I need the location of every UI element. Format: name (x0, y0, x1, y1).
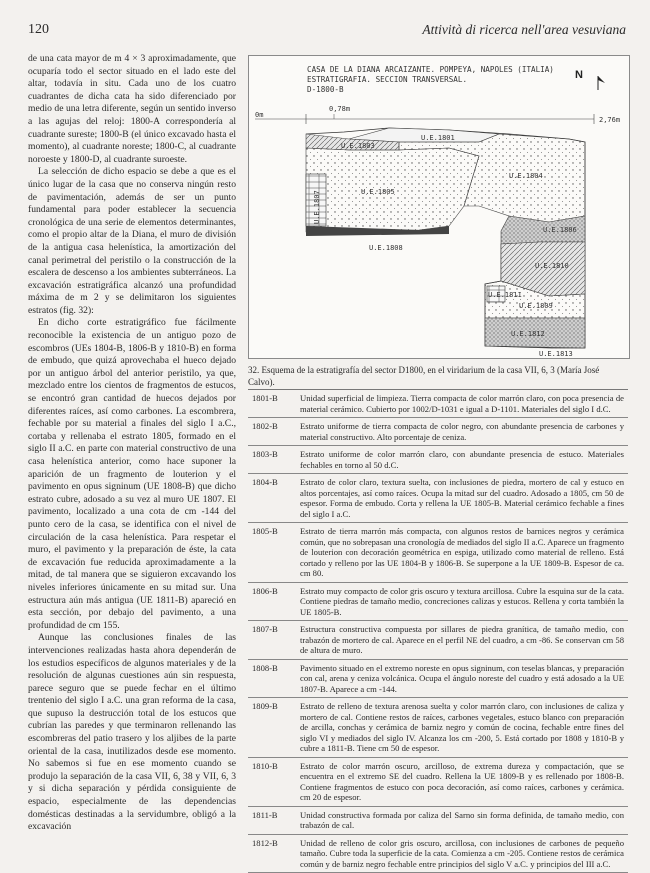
datum-zero-label: 0m (255, 111, 263, 119)
unit-entry-row (248, 474, 628, 523)
stratigraphic-units-table (248, 389, 628, 873)
unit-code: 1802-B (248, 421, 292, 442)
unit-label: U.E.1807 (313, 190, 321, 224)
unit-code: 1804-B (248, 477, 292, 519)
unit-code: 1810-B (248, 761, 292, 803)
unit-description: Estrato uniforme de color marrón claro, con abundante presencia de estuco. Materiales fechables en torno al 50 d.C. (292, 449, 628, 470)
unit-code: 1809-B (248, 701, 292, 754)
unit-entry-row (248, 660, 628, 699)
stratigraphy-figure (248, 55, 630, 359)
body-column (28, 53, 236, 834)
unit-label: U.E.1806 (543, 226, 577, 234)
running-title: Attività di ricerca nell'area vesuviana (422, 22, 626, 38)
north-arrow-icon (575, 69, 605, 90)
unit-label: U.E.1809 (519, 302, 553, 310)
unit-label: U.E.1813 (539, 350, 573, 358)
unit-label: U.E.1808 (369, 244, 403, 252)
unit-label: U.E.1811 (488, 291, 522, 299)
left-depth-label: 0,78m (329, 105, 350, 113)
unit-description: Estrato de color claro, textura suelta, con inclusiones de piedra, mortero de cal y estuco en altos porcentajes, así como raíces. Ocupa la mitad sur del cuadro. Adosado a 1805, cm 50 de espesor. Forma de embudo. Corta y rellena la UE 1805-B. Material cerámico fechable a fines del siglo I a.C. (292, 477, 628, 519)
unit-entry-row (248, 583, 628, 622)
unit-entry-row (248, 621, 628, 660)
stratigraphy-section-drawing (249, 56, 629, 358)
unit-description: Estrato muy compacto de color gris oscuro y textura arcillosa. Cubre la esquina sur de la cata. Contiene piedras de tamaño medio, concreciones calizas y estucos. Rellena y corta también la UE 1805-B. (292, 586, 628, 618)
unit-description: Pavimento situado en el extremo noreste en opus signinum, con teselas blancas, y preparación con cal, arena y ceniza volcánica. Ocupa el ángulo noreste del cuadro y está adosado a la UE 1807-B. Aparece a cm -144. (292, 663, 628, 695)
unit-description: Unidad constructiva formada por caliza del Sarno sin forma definida, de tamaño medio, con trabazón de cal. (292, 810, 628, 831)
unit-description: Estructura constructiva compuesta por sillares de piedra granítica, de tamaño medio, con trabazón de mortero de cal. Aparece en el perfil NE del cuadro, a cm -86. Se conservan cm 58 de altura de muro. (292, 624, 628, 656)
unit-entry-row (248, 523, 628, 583)
unit-label: U.E.1810 (535, 262, 569, 270)
unit-code: 1811-B (248, 810, 292, 831)
north-label: N (575, 69, 583, 81)
unit-code: 1807-B (248, 624, 292, 656)
right-depth-label: 2,76m (599, 116, 620, 124)
page-number: 120 (28, 22, 49, 38)
unit-entry-row (248, 758, 628, 807)
body-paragraph: Aunque las conclusiones finales de las intervenciones realizadas hasta ahora dependerán de los estudios específicos de algunos materiales y de la resolución de algunas cuestiones aún sin respuesta, parece seguro que se puede fechar en el último trentenio del siglo I a.C. una gran reforma de la casa, que supuso la destrucción total de los estucos que cubrían las paredes y que terminaron rellenando las escombreras del patio trasero y los aljibes de la parte oriental de la casa, inutilizados desde ese momento. No sabemos si fue en ese momento cuando se produjo la separación de la casa VII, 6, 38 y VII, 6, 3 y si dicha separación y pérdida consiguiente de espacio, especialmente de las dependencias domésticas destinadas a la servidumbre, obligó a la excavación (28, 632, 236, 834)
figure-title-line: CASA DE LA DIANA ARCAIZANTE. POMPEYA, NAPOLES (ITALIA) (307, 65, 554, 74)
unit-entry-row (248, 807, 628, 835)
unit-entry-row (248, 418, 628, 446)
body-paragraph: de una cata mayor de m 4 × 3 aproximadamente, que ocuparía todo el sector situado en el lado este del altar, todavía in situ. Cada uno de los cuatro cuadrantes de dicha cata ha sido diferenciado por medio de una letra diferente, según un sentido inverso a las agujas del reloj: 1800-A correspondería al cuadrante sureste; 1800-B (el único excavado hasta el momento), al cuadrante noreste; 1800-C, al cuadrante noroeste y 1800-D, al cuadrante suroeste. (28, 53, 236, 166)
unit-label: U.E.1804 (509, 172, 543, 180)
unit-description: Estrato de tierra marrón más compacta, con algunos restos de barnices negros y cerámica común, que no sobrepasan una cronología de mediados del siglo II a.C. Aparece un fragmento de louterion con decoración geométrica en espiga, utilizado como material de relleno. Está cortado y relleno por las UE 1804-B y 1806-B. Se superpone a la UE 1809-B. Espesor de ca. cm 80. (292, 526, 628, 579)
unit-code: 1801-B (248, 393, 292, 414)
unit-description: Unidad superficial de limpieza. Tierra compacta de color marrón claro, con poca presencia de material cerámico. Cubierto por 1002/D-1031 e igual a D-1101. Materiales del siglo I d.C. (292, 393, 628, 414)
unit-code: 1812-B (248, 838, 292, 870)
unit-code: 1803-B (248, 449, 292, 470)
figure-title-line: D-1800-B (307, 85, 344, 94)
unit-label: U.E.1803 (341, 142, 375, 150)
unit-entry-row (248, 390, 628, 418)
figure-title-line: ESTRATIGRAFIA. SECCION TRANSVERSAL. (307, 75, 467, 84)
unit-label: U.E.1801 (421, 134, 455, 142)
unit-description: Unidad de relleno de color gris oscuro, arcillosa, con inclusiones de carbones de pequeño tamaño. Cubre toda la superficie de la cata. Comienza a cm -205. Contiene restos de cerámica común y de barniz negro fechable entre principios del siglo V a.C. y principios del III a.C. (292, 838, 628, 870)
unit-label: U.E.1812 (511, 330, 545, 338)
unit-description: Estrato uniforme de tierra compacta de color negro, con abundante presencia de carbones y material constructivo. Alto porcentaje de ceniza. (292, 421, 628, 442)
unit-label: U.E.1805 (361, 188, 395, 196)
body-paragraph: La selección de dicho espacio se debe a que es el único lugar de la casa que no conserva ningún resto de pavimentación, además de ser un punto fundamental para poder establecer la secuencia cronológica de una serie de elementos determinantes, como el propio altar de la Diana, el muro de división de la antigua casa helenística, la amortización del canal perimetral del peristilo o la construcción de la escalera de descenso a los ambientes subterráneos. La excavación estratigráfica alcanzó una profundidad máxima de m 2 y se delimitaron los siguientes estratos (fig. 32): (28, 166, 236, 317)
figure-caption: 32. Esquema de la estratigrafía del sector D1800, en el viridarium de la casa VII, 6, 3 (María José Calvo). (248, 365, 628, 388)
unit-code: 1805-B (248, 526, 292, 579)
unit-description: Estrato de color marrón oscuro, arcilloso, de extrema dureza y compactación, que se encuentra en el extremo SE del cuadro. Rellena la UE 1809-B y es rellenado por 1808-B. Contiene fragmentos de estuco con poca decoración, así como raíces, carbones y cerámica. cm 20 de espesor. (292, 761, 628, 803)
unit-code: 1808-B (248, 663, 292, 695)
body-paragraph: En dicho corte estratigráfico fue fácilmente reconocible la existencia de un antiguo pozo de escombros (UEs 1804-B, 1806-B y 1810-B) en forma de embudo, que quizá aprovechaba el hueco dejado por un antiguo árbol del anterior peristilo, ya que, mezclado entre los cientos de fragmentos de estucos, se encontró gran cantidad de huecos dejados por diferentes raíces, así como carbones. La escombrera, fechable por su material a finales del siglo I a.C., cortaba y rellenaba el estrato 1805, formado en el siglo II a.C. en parte con material constructivo de una casa helenística anterior, como hace suponer la aparición de un fragmento de louterion y el pavimento en opus signinum (UE 1808-B) que dicho estrato cubre, adosado a su vez al muro UE 1807. El pavimento, localizado a una cota de cm -144 del punto cero de la casa, se identifica con el nivel de circulación de la casa helenística. Para respetar el muro, el pavimento y la preparación de éste, la cata de excavación fue reducida aproximadamente a la mitad, de tal manera que se siguieron excavando los niveles inferiores únicamente en su mitad sur. Una estructura aún más antigua (UE 1811-B) apareció en esta sección, por debajo del pavimento, a una profundidad de cm 155. (28, 317, 236, 632)
unit-entry-row (248, 698, 628, 758)
unit-entry-row (248, 446, 628, 474)
unit-description: Estrato de relleno de textura arenosa suelta y color marrón claro, con inclusiones de caliza y mortero de cal. Contiene restos de raíces, carbones vegetales, estuco blanco con preparación de arcilla, conchas y cerámica de barniz negro y común de cocina, fechable entre fines del siglo VI y mediados del siglo IV. Alcanza los cm -200, 5. Está cortado por 1808 y 1810-B y cubre a 1811-B. Tiene cm 50 de espesor. (292, 701, 628, 754)
unit-code: 1806-B (248, 586, 292, 618)
